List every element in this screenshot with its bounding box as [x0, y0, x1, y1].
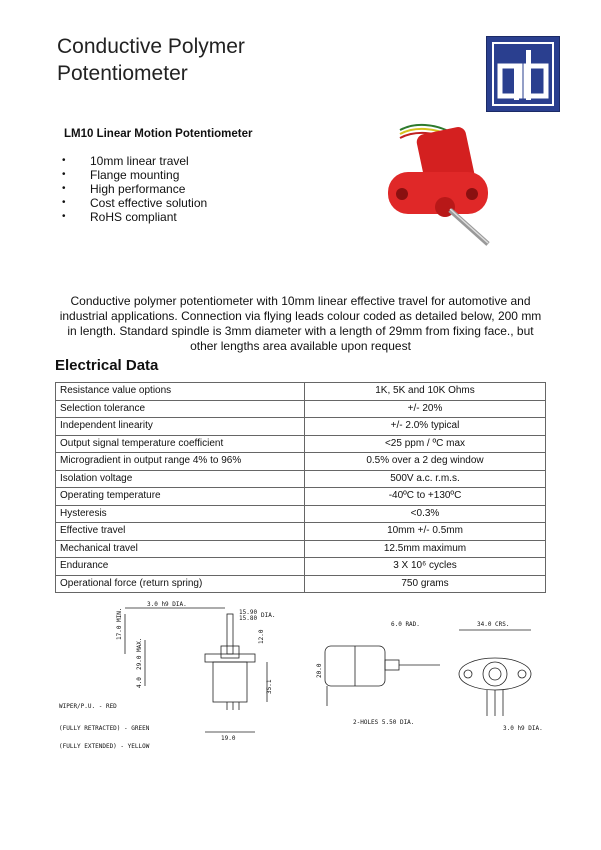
- electrical-data-table: [55, 382, 546, 593]
- wire-label-extended: (FULLY EXTENDED) - YELLOW: [59, 743, 150, 750]
- ab-logo-icon: [494, 44, 552, 104]
- wire-label-wiper: WIPER/P.U. - RED: [59, 703, 117, 710]
- table-row: [56, 453, 546, 471]
- feature-item: • RoHS compliant: [62, 210, 207, 224]
- spec-value: 1K, 5K and 10K Ohms: [305, 383, 546, 401]
- spec-value: 750 grams: [305, 575, 546, 593]
- table-row: [56, 505, 546, 523]
- page-title: [57, 33, 245, 87]
- table-row: [56, 540, 546, 558]
- table-row: [56, 435, 546, 453]
- spec-label: Hysteresis: [56, 505, 305, 523]
- table-row: [56, 558, 546, 576]
- spec-value: +/- 2.0% typical: [305, 418, 546, 436]
- feature-item: • Cost effective solution: [62, 196, 207, 210]
- dim-flange-height: 12.0: [258, 629, 265, 644]
- spec-value: 10mm +/- 0.5mm: [305, 523, 546, 541]
- table-row: [56, 383, 546, 401]
- product-description: Conductive polymer potentiometer with 10mm linear effective travel for automotive and industrial applications. Connection via flying leads colour coded as detailed below, 200 mm in length. Standard spindle is 3mm diameter with a length of 29mm from fixing face., but other lengths area available upon request: [59, 294, 542, 353]
- spec-value: <0.3%: [305, 505, 546, 523]
- spec-label: Operating temperature: [56, 488, 305, 506]
- product-photo: [360, 112, 520, 257]
- wire-label-retracted: (FULLY RETRACTED) - GREEN: [59, 725, 150, 732]
- dim-body-dia-1: 15.90: [239, 609, 258, 616]
- feature-item: • 10mm linear travel: [62, 154, 207, 168]
- company-logo: [486, 36, 560, 112]
- table-row: [56, 400, 546, 418]
- dim-base: 4.0: [136, 677, 143, 688]
- dim-dia: DIA.: [261, 612, 276, 619]
- table-row: [56, 523, 546, 541]
- dim-min-length: 17.0 MIN.: [116, 607, 123, 640]
- feature-list: [62, 154, 207, 224]
- dim-width-19: 19.0: [221, 735, 236, 742]
- dim-centres: 34.0 CRS.: [477, 621, 510, 628]
- dim-pin-dia: 3.0 h9 DIA.: [503, 725, 543, 732]
- spec-label: Output signal temperature coefficient: [56, 435, 305, 453]
- spec-value: -40ºC to +130ºC: [305, 488, 546, 506]
- title-line-2: Potentiometer: [57, 62, 188, 85]
- title-line-1: Conductive Polymer: [57, 35, 245, 58]
- table-row: [56, 418, 546, 436]
- dim-max-length: 29.0 MAX.: [136, 637, 143, 670]
- dim-height: 35.1: [266, 679, 273, 694]
- spec-value: <25 ppm / ºC max: [305, 435, 546, 453]
- spec-label: Isolation voltage: [56, 470, 305, 488]
- spec-label: Endurance: [56, 558, 305, 576]
- spec-label: Selection tolerance: [56, 400, 305, 418]
- spec-label: Mechanical travel: [56, 540, 305, 558]
- feature-item: • High performance: [62, 182, 207, 196]
- product-subtitle: LM10 Linear Motion Potentiometer: [64, 128, 253, 140]
- table-row: [56, 575, 546, 593]
- spec-label: Operational force (return spring): [56, 575, 305, 593]
- spec-label: Effective travel: [56, 523, 305, 541]
- spec-label: Independent linearity: [56, 418, 305, 436]
- feature-item: • Flange mounting: [62, 168, 207, 182]
- spec-label: Resistance value options: [56, 383, 305, 401]
- spec-value: 3 X 10⁶ cycles: [305, 558, 546, 576]
- spec-value: 500V a.c. r.m.s.: [305, 470, 546, 488]
- dim-spindle-dia: 3.0 h9 DIA.: [147, 601, 187, 608]
- spec-label: Microgradient in output range 4% to 96%: [56, 453, 305, 471]
- technical-drawing: [55, 596, 555, 756]
- electrical-data-heading: Electrical Data: [55, 357, 159, 374]
- spec-value: 12.5mm maximum: [305, 540, 546, 558]
- dim-width-20: 20.0: [316, 663, 323, 678]
- dim-radius: 6.0 RAD.: [391, 621, 420, 628]
- dim-body-dia-2: 15.80: [239, 615, 258, 622]
- dim-holes: 2-HOLES 5.50 DIA.: [353, 719, 415, 726]
- table-row: [56, 488, 546, 506]
- table-row: [56, 470, 546, 488]
- spec-value: +/- 20%: [305, 400, 546, 418]
- logo-frame: [492, 42, 554, 106]
- spec-value: 0.5% over a 2 deg window: [305, 453, 546, 471]
